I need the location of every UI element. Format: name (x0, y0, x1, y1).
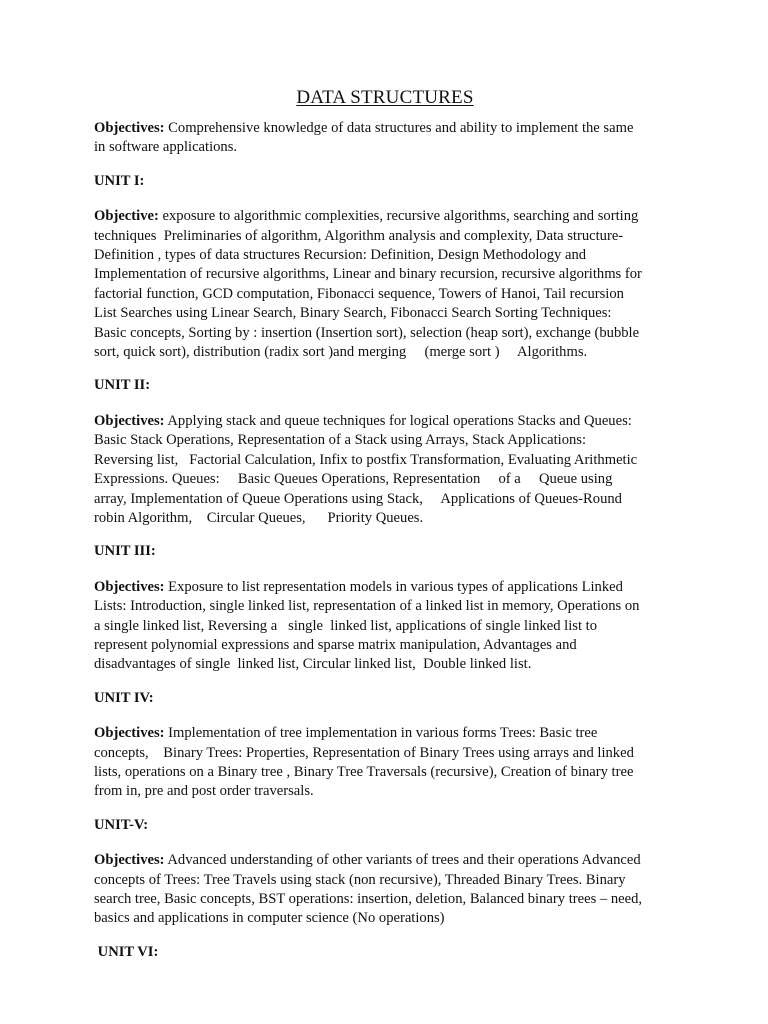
unit-5-label: Objectives: (94, 852, 165, 869)
unit-2-text: Applying stack and queue techniques for logical operations Stacks and Queues: Basic Stack Operations, Representation of a Stack using Arrays, Stack Applications: Reversing list, Factorial Calculation, Infix to postfix Transformation, Evaluating Arithmetic Expressions. Queues: Basic Queues Operations, Representation of a Queue using array, Implementation of Queue Operations using Stack, Applications of Queues-Round robin Algorithm, Circular Queues, Priority Queues. (94, 412, 638, 526)
unit-1-text: exposure to algorithmic complexities, recursive algorithms, searching and sorting techniques Preliminaries of algorithm, Algorithm analysis and complexity, Data structure- Definition , types of data structures Recursion: Definition, Design Methodology and Implementation of recursive algorithms, Linear and binary recursion, recursive algorithms for factorial function, GCD computation, Fibonacci sequence, Towers of Hanoi, Tail recursion List Searches using Linear Search, Binary Search, Fibonacci Search Sorting Techniques: Basic concepts, Sorting by : insertion (Insertion sort), selection (heap sort), exchange (bubble sort, quick sort), distribution (radix sort )and merging (merge sort ) Algorithms. (94, 208, 642, 361)
document-title: DATA STRUCTURES (296, 87, 474, 108)
unit-3-text: Exposure to list representation models in various types of applications Linked Lists: Introduction, single linked list, representation of a linked list in memory, Operations on a single linked list, Reversing a single linked list, applications of single linked list to represent polynomial expressions and sparse matrix manipulation, Advantages and disadvantages of single linked list, Circular linked list, Double linked list. (94, 578, 640, 673)
unit-2-label: Objectives: (94, 412, 165, 429)
unit-4-objectives (94, 724, 676, 802)
unit-5-text: Advanced understanding of other variants of trees and their operations Advanced concepts of Trees: Tree Travels using stack (non recursive), Threaded Binary Trees. Binary search tree, Basic concepts, BST operations: insertion, deletion, Balanced binary trees – need, basics and applications in computer science (No operations) (94, 852, 643, 927)
intro-text: Comprehensive knowledge of data structures and ability to implement the same in software applications. (94, 120, 634, 156)
unit-3-objectives (94, 578, 676, 675)
unit-1-objectives (94, 207, 676, 362)
unit-2-heading: UNIT II: (94, 377, 151, 394)
unit-3-heading: UNIT III: (94, 543, 156, 560)
unit-1-label: Objective: (94, 208, 159, 225)
unit-4-text: Implementation of tree implementation in various forms Trees: Basic tree concepts, Binary Trees: Properties, Representation of Binary Trees using arrays and linked lists, operations on a Binary tree , Binary Tree Traversals (recursive), Creation of binary tree from in, pre and post order traversals. (94, 725, 634, 800)
intro-label: Objectives: (94, 120, 165, 136)
unit-4-heading: UNIT IV: (94, 689, 154, 706)
intro-objectives (94, 119, 676, 158)
unit-6-heading: UNIT VI: (94, 943, 159, 960)
unit-1-heading: UNIT I: (94, 172, 145, 189)
unit-5-objectives (94, 851, 676, 929)
unit-3-label: Objectives: (94, 578, 165, 595)
unit-2-objectives (94, 412, 676, 528)
unit-5-heading: UNIT-V: (94, 816, 149, 833)
unit-4-label: Objectives: (94, 725, 165, 742)
